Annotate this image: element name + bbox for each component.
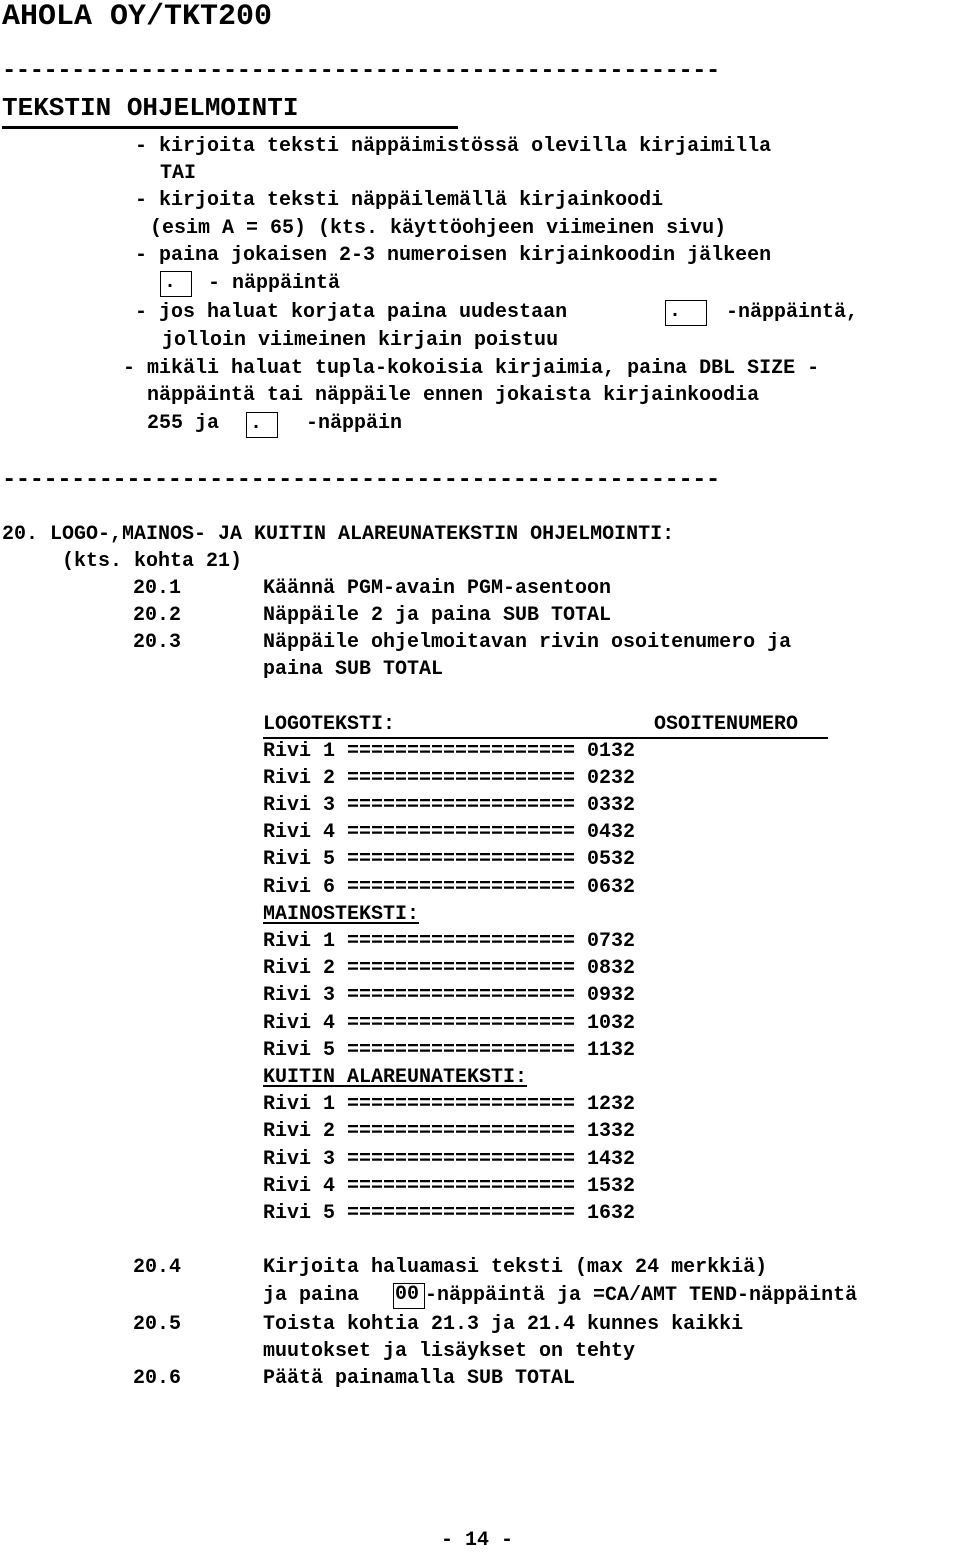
table-row: Rivi 3 =================== 1432 — [263, 1148, 636, 1171]
logo-header: LOGOTEKSTI: — [263, 713, 396, 736]
table-row: Rivi 2 =================== 0832 — [263, 957, 636, 980]
table-row: Rivi 3 =================== 0332 — [263, 794, 636, 817]
instruction-line-11-pre: 255 ja — [147, 412, 220, 435]
mainos-header: MAINOSTEKSTI: — [263, 903, 420, 926]
instruction-line-2: TAI — [160, 162, 197, 185]
instruction-line-10: näppäintä tai näppäile ennen jokaista kirjainkoodia — [147, 384, 760, 407]
dot-key-icon: . — [160, 271, 192, 297]
table-row: Rivi 5 =================== 1632 — [263, 1202, 636, 1225]
step-text-20-4: Kirjoita haluamasi teksti (max 24 merkkiä) — [263, 1256, 768, 1279]
top-separator: ---------------------------------------------------- — [2, 58, 720, 85]
instruction-line-11-post: -näppäin — [306, 412, 403, 435]
table-row: Rivi 1 =================== 0732 — [263, 930, 636, 953]
section-title: TEKSTIN OHJELMOINTI — [2, 93, 299, 123]
step-num-20-3: 20.3 — [133, 631, 182, 654]
instruction-line-7-pre: - jos haluat korjata paina uudestaan — [135, 301, 568, 324]
section2-heading: 20. LOGO-,MAINOS- JA KUITIN ALAREUNATEKSTIN OHJELMOINTI: — [2, 523, 675, 546]
step-text-20-5: Toista kohtia 21.3 ja 21.4 kunnes kaikki — [263, 1313, 744, 1336]
table-row: Rivi 6 =================== 0632 — [263, 876, 636, 899]
instruction-line-8: jolloin viimeinen kirjain poistuu — [162, 329, 559, 352]
table-row: Rivi 2 =================== 1332 — [263, 1120, 636, 1143]
step-num-20-2: 20.2 — [133, 604, 182, 627]
instruction-line-7-post: -näppäintä, — [726, 301, 859, 324]
step-num-20-6: 20.6 — [133, 1367, 182, 1390]
company-header: AHOLA OY/TKT200 — [2, 0, 273, 34]
step-text-20-4-cont-pre: ja paina — [263, 1284, 360, 1307]
step-num-20-5: 20.5 — [133, 1313, 182, 1336]
middle-separator: ---------------------------------------------------- — [2, 467, 720, 494]
table-row: Rivi 4 =================== 1032 — [263, 1012, 636, 1035]
step-text-20-1: Käännä PGM-avain PGM-asentoon — [263, 577, 612, 600]
instruction-line-1: - kirjoita teksti näppäimistössä olevilla kirjaimilla — [135, 135, 772, 158]
double-zero-key-icon: 00 — [393, 1283, 425, 1309]
step-num-20-4: 20.4 — [133, 1256, 182, 1279]
instruction-line-3: - kirjoita teksti näppäilemällä kirjainkoodi — [135, 189, 664, 212]
table-row: Rivi 4 =================== 1532 — [263, 1175, 636, 1198]
kuitti-header: KUITIN ALAREUNATEKSTI: — [263, 1066, 528, 1089]
table-row: Rivi 3 =================== 0932 — [263, 984, 636, 1007]
step-text-20-6: Päätä painamalla SUB TOTAL — [263, 1367, 576, 1390]
instruction-line-4: (esim A = 65) (kts. käyttöohjeen viimeinen sivu) — [150, 217, 727, 240]
table-row: Rivi 2 =================== 0232 — [263, 767, 636, 790]
step-text-20-5-cont: muutokset ja lisäykset on tehty — [263, 1340, 636, 1363]
dot-key-icon-3: . — [246, 412, 278, 438]
section2-ref: (kts. kohta 21) — [62, 550, 243, 573]
step-text-20-4-cont-post: -näppäintä ja =CA/AMT TEND-näppäintä — [425, 1284, 858, 1307]
dot-key-icon-2: . — [665, 300, 707, 326]
table-row: Rivi 5 =================== 1132 — [263, 1039, 636, 1062]
table-row: Rivi 1 =================== 0132 — [263, 740, 636, 763]
table-row: Rivi 4 =================== 0432 — [263, 821, 636, 844]
table-row: Rivi 1 =================== 1232 — [263, 1093, 636, 1116]
instruction-line-5: - paina jokaisen 2-3 numeroisen kirjainkoodin jälkeen — [135, 244, 772, 267]
step-text-20-3-cont: paina SUB TOTAL — [263, 658, 444, 681]
section-title-underline — [2, 126, 458, 129]
step-text-20-2: Näppäile 2 ja paina SUB TOTAL — [263, 604, 612, 627]
step-num-20-1: 20.1 — [133, 577, 182, 600]
step-text-20-3: Näppäile ohjelmoitavan rivin osoitenumero ja — [263, 631, 792, 654]
instruction-line-9: - mikäli haluat tupla-kokoisia kirjaimia, paina DBL SIZE - — [123, 357, 820, 380]
table-row: Rivi 5 =================== 0532 — [263, 848, 636, 871]
address-header: OSOITENUMERO — [654, 713, 799, 736]
page-number: - 14 - — [441, 1529, 514, 1552]
instruction-line-6: - näppäintä — [208, 272, 341, 295]
